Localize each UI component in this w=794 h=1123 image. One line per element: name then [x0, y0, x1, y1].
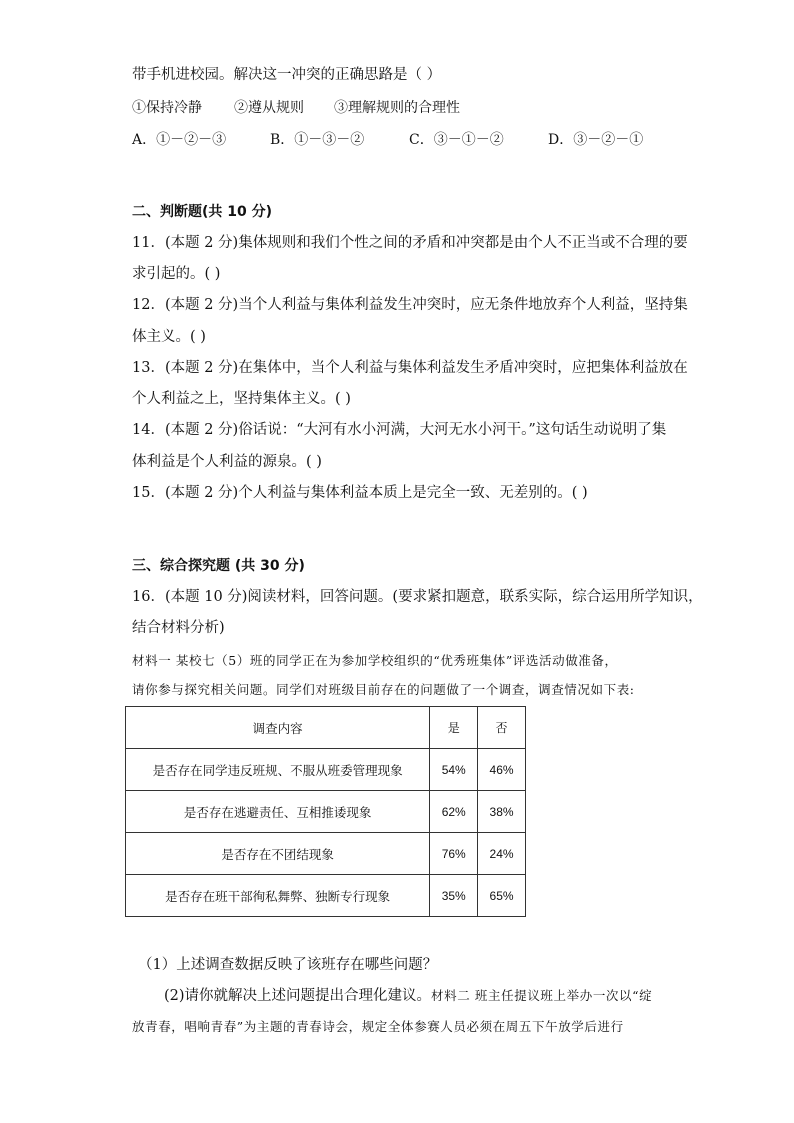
- material2-line-2: 放青春，唱响青春”为主题的青春诗会，规定全体参赛人员必须在周五下午放学后进行: [132, 1019, 624, 1034]
- q10-stem-tail: 带手机进校园。解决这一冲突的正确思路是（ ）: [132, 67, 442, 83]
- survey-table: [125, 706, 526, 917]
- table-cell-yes: 54%: [430, 749, 478, 791]
- table-cell-yes: 76%: [430, 833, 478, 875]
- table-cell-content: 是否存在班干部徇私舞弊、独断专行现象: [126, 875, 430, 917]
- table-cell-no: 38%: [478, 791, 526, 833]
- q10-option-b: B．①－③－②: [270, 132, 365, 148]
- q15-line-1: 15．(本题 2 分)个人利益与集体利益本质上是完全一致、无差别的。( ): [132, 485, 588, 501]
- table-header-no: 否: [478, 707, 526, 749]
- q12-line-2: 体主义。( ): [132, 329, 206, 345]
- table-cell-yes: 35%: [430, 875, 478, 917]
- q11-line-2: 求引起的。( ): [132, 266, 221, 282]
- q13-line-1: 13．(本题 2 分)在集体中，当个人利益与集体利益发生矛盾冲突时，应把集体利益放在: [132, 360, 688, 376]
- q16-line-1: 16．(本题 10 分)阅读材料，回答问题。(要求紧扣题意，联系实际，综合运用所学知识，: [132, 589, 703, 605]
- q10-item-2: ②遵从规则: [234, 100, 304, 116]
- section2-title: 二、判断题(共 10 分): [132, 204, 273, 220]
- table-header-yes: 是: [430, 707, 478, 749]
- q14-line-2: 体利益是个人利益的源泉。( ): [132, 454, 322, 470]
- table-row: [126, 791, 526, 833]
- q10-option-d: D．③－②－①: [548, 132, 644, 148]
- table-cell-no: 65%: [478, 875, 526, 917]
- table-cell-no: 24%: [478, 833, 526, 875]
- section3-title: 三、综合探究题 (共 30 分): [132, 558, 305, 574]
- q10-option-a: A．①－②－③: [132, 132, 227, 148]
- q11-line-1: 11．(本题 2 分)集体规则和我们个性之间的矛盾和冲突都是由个人不正当或不合理的要: [132, 235, 688, 251]
- table-row: [126, 875, 526, 917]
- table-cell-content: 是否存在逃避责任、互相推诿现象: [126, 791, 430, 833]
- q10-option-c: C．③－①－②: [409, 132, 504, 148]
- q14-line-1: 14．(本题 2 分)俗话说：“大河有水小河满，大河无水小河干。”这句话生动说明了集: [132, 422, 667, 438]
- sub-question-2-line-1: [164, 986, 652, 1006]
- table-cell-content: 是否存在不团结现象: [126, 833, 430, 875]
- material2-line-1: 材料二 班主任提议班上举办一次以“绽: [431, 988, 653, 1003]
- q16-line-2: 结合材料分析): [132, 620, 225, 636]
- table-header-content: 调查内容: [126, 707, 430, 749]
- table-row: [126, 833, 526, 875]
- q10-item-1: ①保持冷静: [132, 100, 202, 116]
- table-cell-yes: 62%: [430, 791, 478, 833]
- material1-line-2: 请你参与探究相关问题。同学们对班级目前存在的问题做了一个调查，调查情况如下表:: [132, 682, 635, 697]
- sub-question-1: （1）上述调查数据反映了该班存在哪些问题？: [138, 957, 438, 973]
- table-cell-no: 46%: [478, 749, 526, 791]
- q12-line-1: 12．(本题 2 分)当个人利益与集体利益发生冲突时，应无条件地放弃个人利益，坚持集: [132, 297, 688, 313]
- table-row: [126, 749, 526, 791]
- q10-item-3: ③理解规则的合理性: [334, 100, 460, 116]
- table-header-row: [126, 707, 526, 749]
- q13-line-2: 个人利益之上，坚持集体主义。( ): [132, 391, 351, 407]
- table-cell-content: 是否存在同学违反班规、不服从班委管理现象: [126, 749, 430, 791]
- material1-line-1: 材料一 某校七（5）班的同学正在为参加学校组织的“优秀班集体”评选活动做准备，: [132, 653, 618, 668]
- sub-question-2: (2)请你就解决上述问题提出合理化建议。: [164, 988, 432, 1004]
